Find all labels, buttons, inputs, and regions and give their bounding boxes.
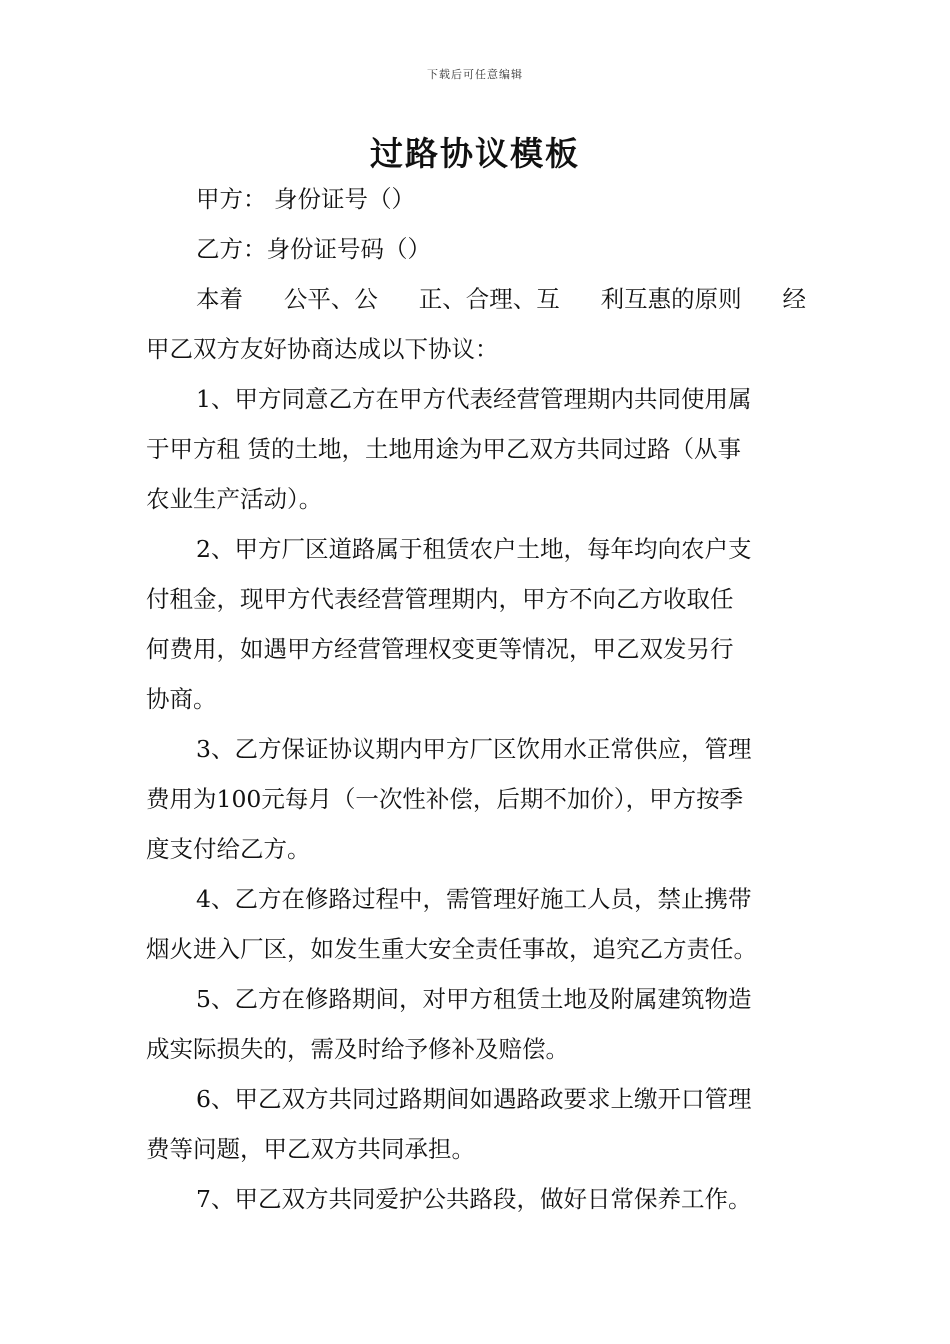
preamble-part: 正、合理、互: [418, 285, 560, 313]
clause-6-line-1: 6、甲乙双方共同过路期间如遇路政要求上缴开口管理: [196, 1085, 752, 1113]
clause-7-line-1: 7、甲乙双方共同爱护公共路段，做好日常保养工作。: [196, 1185, 752, 1213]
preamble-part: 利互惠的原则: [600, 285, 742, 313]
clause-3-line-3: 度支付给乙方。: [146, 835, 311, 863]
document-title: 过路协议模板: [370, 134, 580, 173]
preamble-part: 经: [782, 285, 806, 313]
clause-4-line-2: 烟火进入厂区，如发生重大安全责任事故，追究乙方责任。: [146, 935, 757, 963]
preamble-line-1: [196, 284, 806, 314]
clause-text: 1、甲方同意乙方在甲方代表经营管理期内共同使用属: [196, 385, 752, 413]
clause-2-line-2: 付租金，现甲方代表经营管理期内，甲方不向乙方收取任: [146, 585, 734, 613]
clause-1-line-1: [196, 384, 806, 414]
clause-3-line-1: 3、乙方保证协议期内甲方厂区饮用水正常供应，管理: [196, 735, 752, 763]
clause-1-line-3: 农业生产活动）。: [146, 485, 323, 513]
clause-2-line-3: 何费用，如遇甲方经营管理权变更等情况，甲乙双发另行: [146, 635, 734, 663]
clause-5-line-2: 成实际损失的，需及时给予修补及赔偿。: [146, 1035, 569, 1063]
clause-2-line-1: 2、甲方厂区道路属于租赁农户土地，每年均向农户支: [196, 535, 752, 563]
clause-1-line-2: 于甲方租 赁的土地，土地用途为甲乙双方共同过路（从事: [146, 435, 741, 463]
clause-4-line-1: 4、乙方在修路过程中，需管理好施工人员，禁止携带: [196, 885, 752, 913]
clause-3-line-2: 费用为100元每月（一次性补偿，后期不加价），甲方按季: [146, 785, 744, 813]
clause-2-line-4: 协商。: [146, 685, 217, 713]
preamble-part: 本着: [196, 285, 243, 313]
party-a-line: 甲方： 身份证号（）: [196, 185, 415, 213]
clause-6-line-2: 费等问题，甲乙双方共同承担。: [146, 1135, 475, 1163]
header-note: 下载后可任意编辑: [427, 68, 523, 81]
preamble-part: 公平、公: [283, 285, 378, 313]
clause-5-line-1: 5、乙方在修路期间，对甲方租赁土地及附属建筑物造: [196, 985, 752, 1013]
preamble-line-2: 甲乙双方友好协商达成以下协议：: [146, 335, 499, 363]
party-b-line: 乙方：身份证号码（）: [196, 235, 431, 263]
